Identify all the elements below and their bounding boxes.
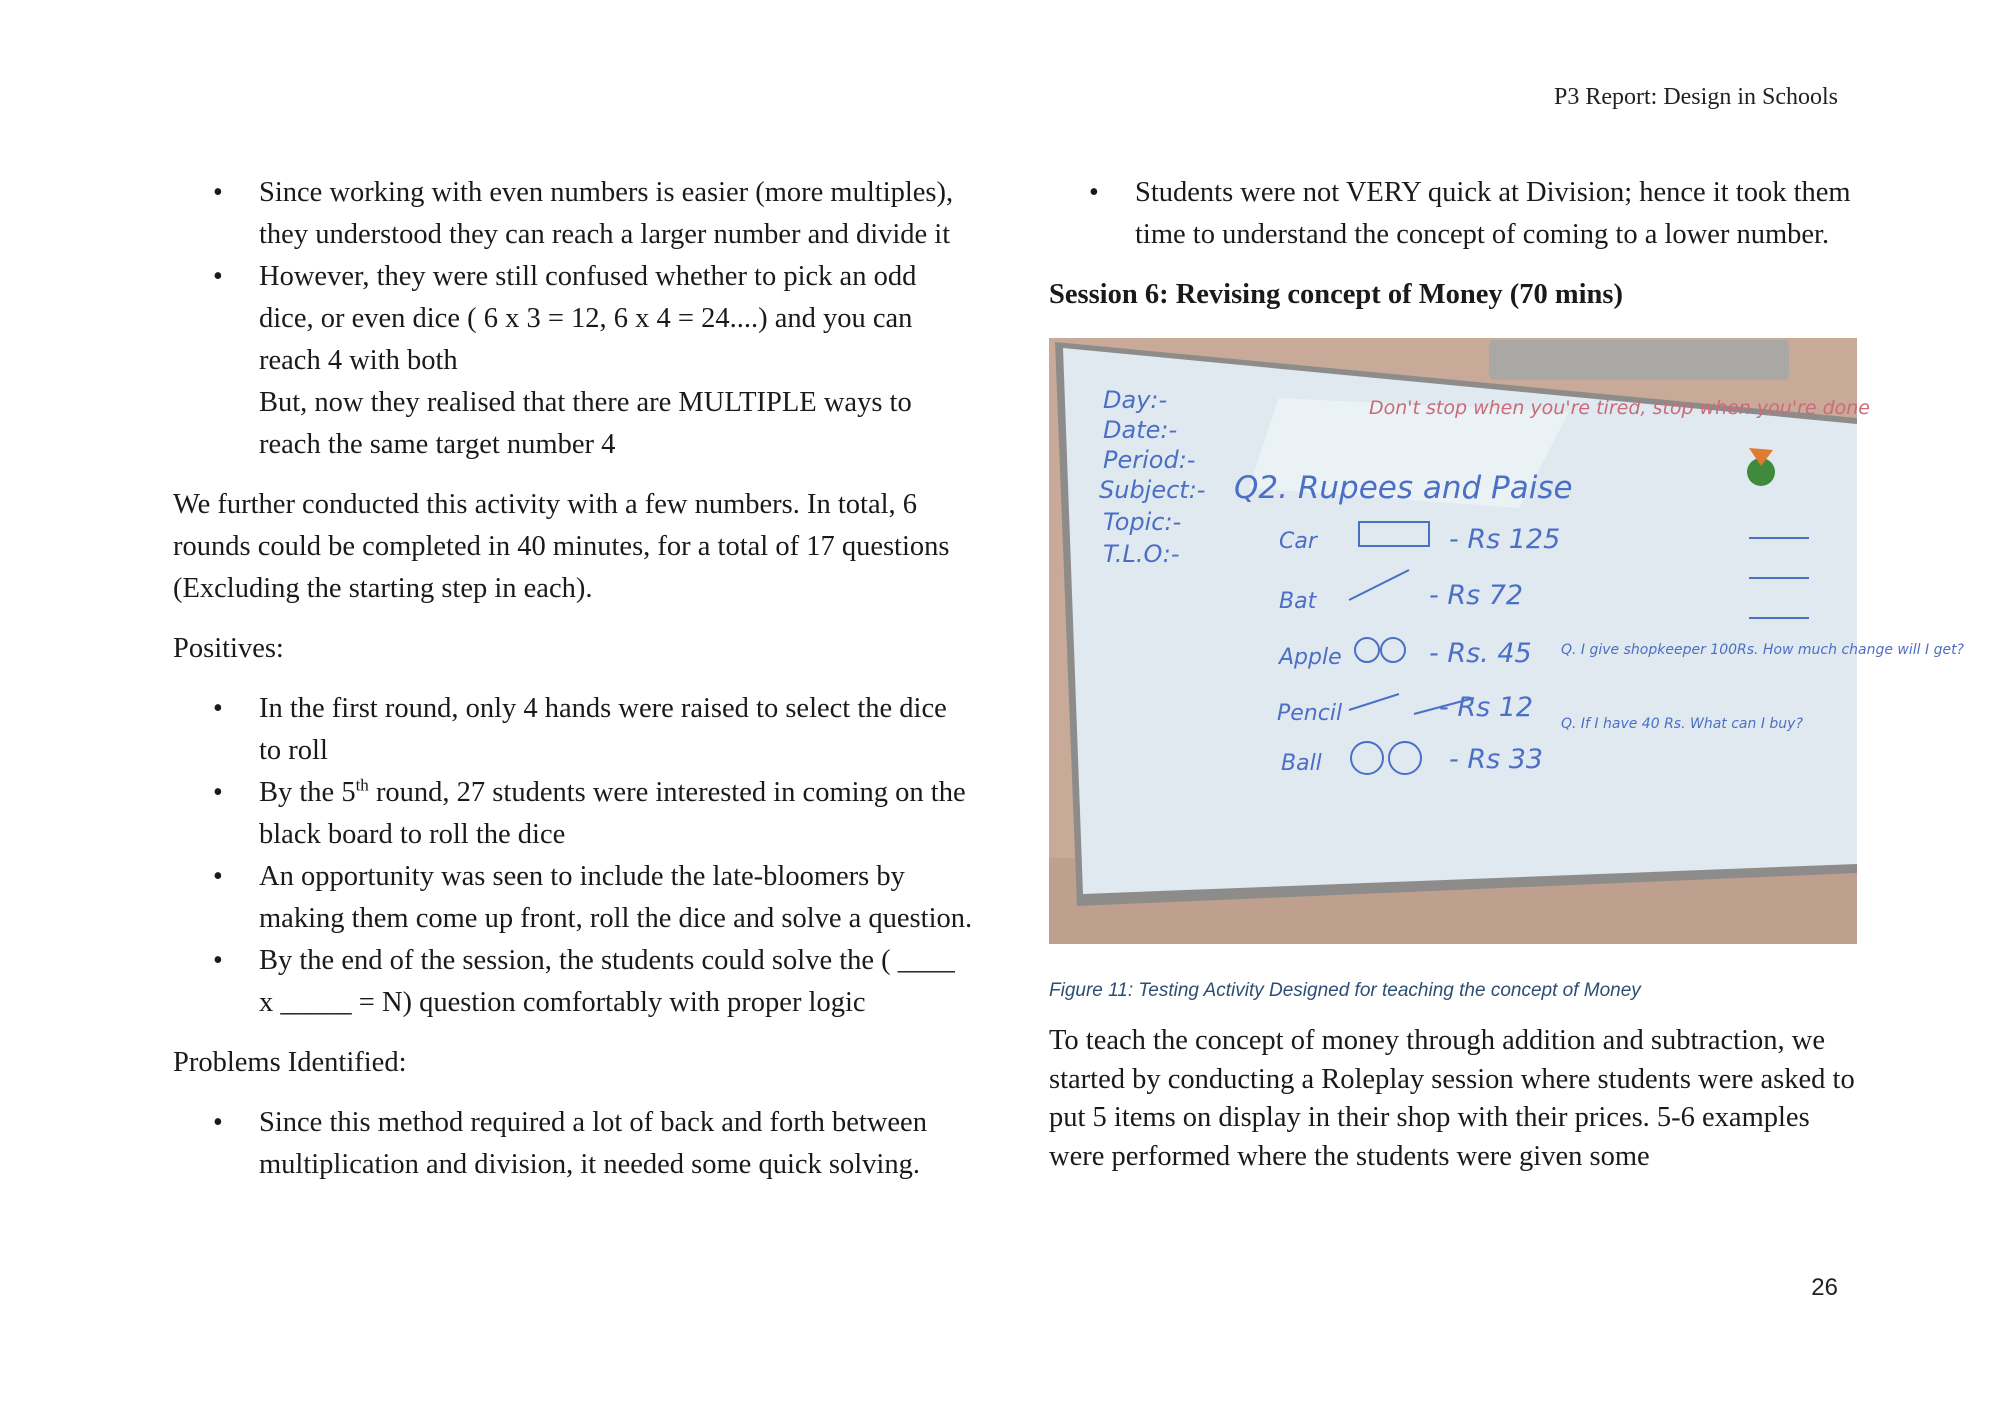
board-item-name: Bat	[1279, 589, 1317, 614]
list-item: • By the end of the session, the students could solve the ( ____ x _____ = N) question comfortably with proper logic	[173, 940, 973, 1024]
list-item-prefix: By the 5	[259, 777, 356, 808]
left-column	[173, 172, 973, 1186]
board-label: Day:-	[1103, 386, 1168, 414]
board-item-price: - Rs 72	[1429, 580, 1524, 611]
whiteboard-photo	[1049, 338, 1964, 944]
board-label: Date:-	[1103, 416, 1178, 444]
right-column	[1049, 172, 1964, 1176]
superscript: th	[355, 775, 369, 795]
board-question: Q. I give shopkeeper 100Rs. How much change will I get?	[1561, 642, 1964, 658]
whiteboard-illustration	[1049, 338, 1964, 944]
board-label: Subject:-	[1099, 476, 1206, 504]
list-item	[173, 772, 973, 856]
page-number: 26	[1811, 1274, 1838, 1301]
list-item-continuation: But, now they realised that there are MULTIPLE ways to reach the same target number 4	[259, 387, 912, 460]
positives-label: Positives:	[173, 633, 284, 664]
list-item-text: However, they were still confused whether to pick an odd dice, or even dice ( 6 x 3 = 12, 6 x 4 = 24....) and you can reach 4 with both	[259, 261, 917, 376]
paragraph: We further conducted this activity with a few numbers. In total, 6 rounds could be completed in 40 minutes, for a total of 17 questions (Excluding the starting step in each).	[173, 489, 950, 604]
session-heading: Session 6: Revising concept of Money (70 mins)	[1049, 279, 1623, 310]
page-header: P3 Report: Design in Schools	[1553, 84, 1838, 110]
board-question: Q. If I have 40 Rs. What can I buy?	[1561, 716, 1803, 732]
board-title: Q2. Rupees and Paise	[1234, 470, 1573, 506]
figure-caption: Figure 11: Testing Activity Designed for teaching the concept of Money	[1049, 980, 1641, 1001]
board-item-price: - Rs 33	[1449, 744, 1544, 775]
list-item	[173, 256, 973, 466]
bullet-list	[173, 172, 973, 466]
board-label: T.L.O:-	[1103, 540, 1180, 568]
board-item-price: - Rs. 45	[1429, 638, 1532, 669]
positives-list	[173, 688, 973, 1024]
problems-list	[173, 1102, 973, 1186]
board-label: Period:-	[1103, 446, 1196, 474]
problems-label: Problems Identified:	[173, 1047, 407, 1078]
list-item: • Since working with even numbers is easier (more multiples), they understood they can reach a larger number and divide it	[173, 172, 973, 256]
list-item: • In the first round, only 4 hands were raised to select the dice to roll	[173, 688, 973, 772]
list-item: • Students were not VERY quick at Division; hence it took them time to understand the concept of coming to a lower number.	[1049, 172, 1859, 256]
board-item-price: - Rs 12	[1439, 692, 1534, 723]
list-item: • An opportunity was seen to include the late-bloomers by making them come up front, roll the dice and solve a question.	[173, 856, 973, 940]
list-item: • Since this method required a lot of back and forth between multiplication and division, it needed some quick solving.	[173, 1102, 973, 1186]
board-item-price: - Rs 125	[1449, 524, 1561, 555]
board-banner: Don't stop when you're tired, stop when you're done	[1369, 397, 1870, 419]
board-item-name: Apple	[1279, 645, 1342, 670]
paragraph: To teach the concept of money through addition and subtraction, we started by conducting a Roleplay session where students were asked to put 5 items on display in their shop with their prices. 5-6 examples were performed where the students were given some	[1049, 1025, 1855, 1172]
board-label: Topic:-	[1103, 508, 1182, 536]
board-item-name: Car	[1279, 529, 1317, 554]
board-item-name: Pencil	[1277, 701, 1343, 726]
bullet-list	[1049, 172, 1859, 256]
list-item-suffix: round, 27 students were interested in coming on the black board to roll the dice	[259, 777, 966, 850]
board-item-name: Ball	[1281, 751, 1322, 776]
